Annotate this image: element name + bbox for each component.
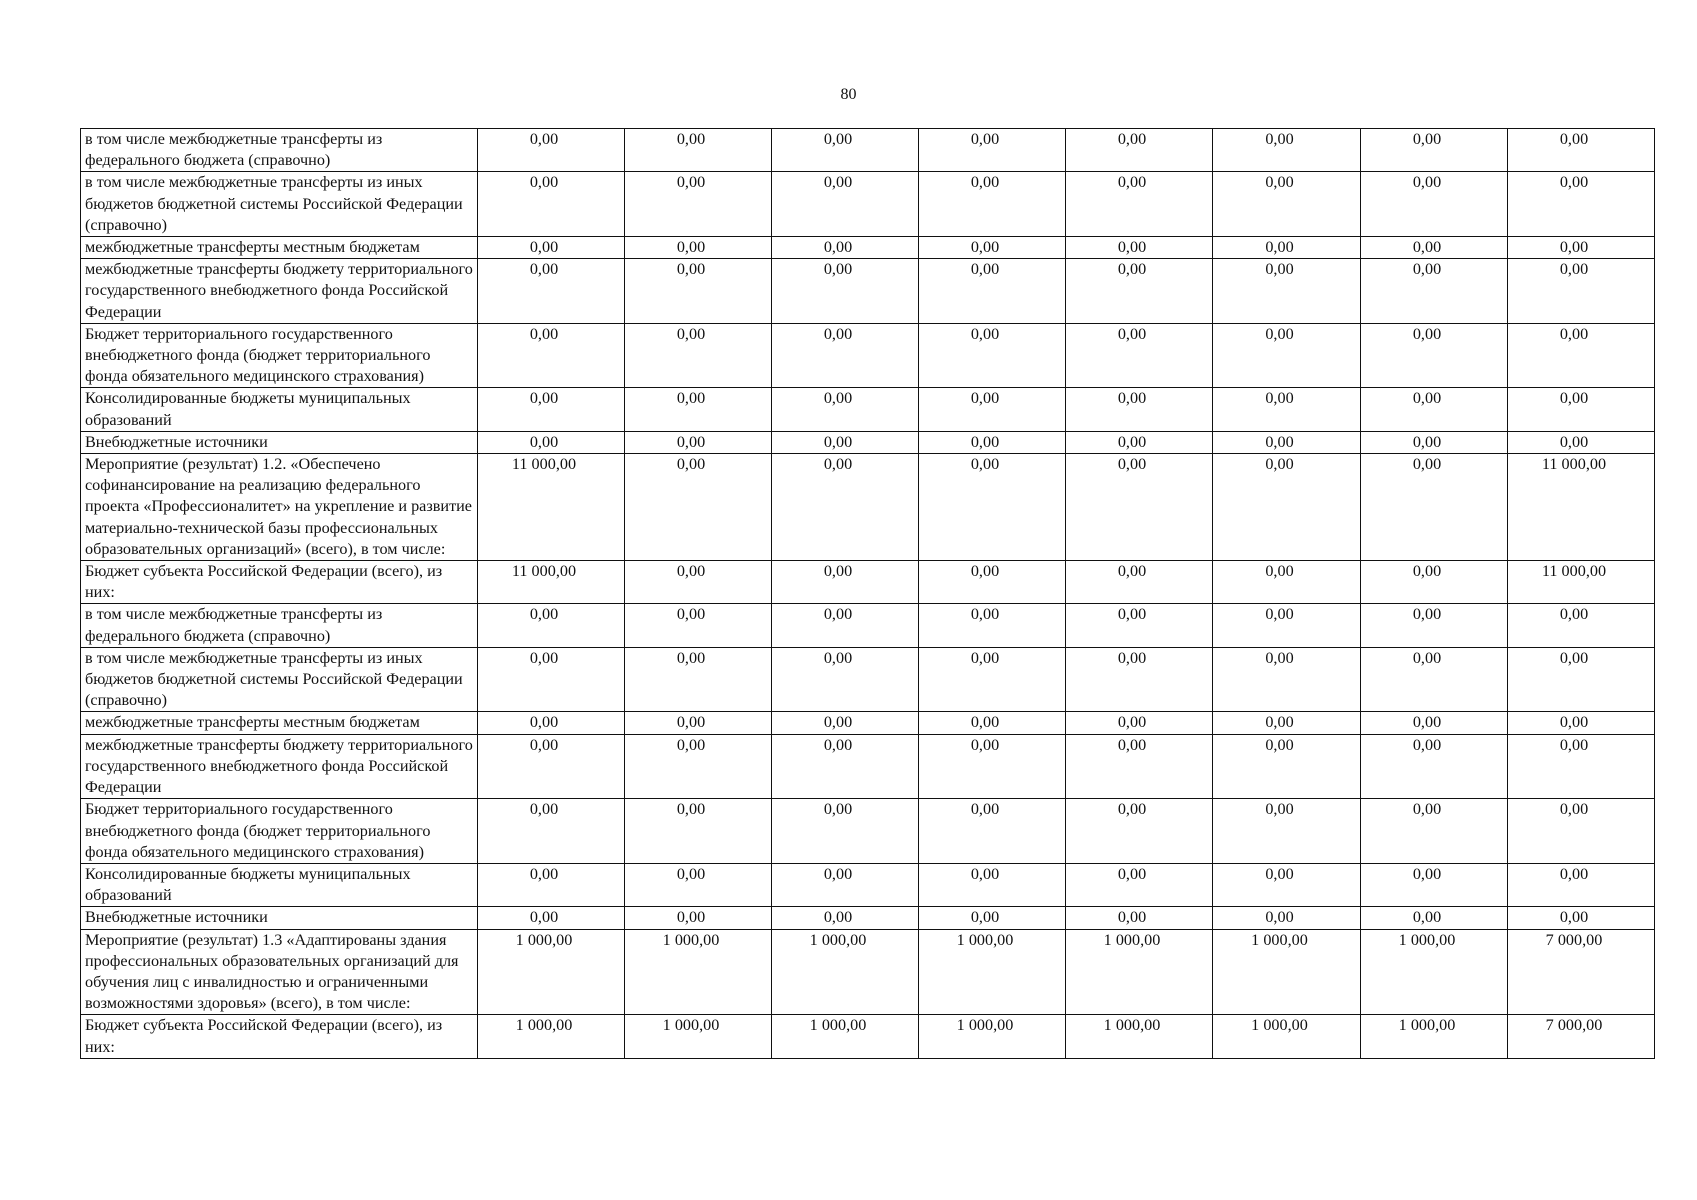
value-cell: 0,00 [1066,561,1213,604]
value-cell: 0,00 [1508,734,1655,799]
value-cell: 0,00 [1361,454,1508,561]
table-row [81,561,1655,604]
value-cell: 1 000,00 [478,929,625,1015]
value-cell: 1 000,00 [1361,929,1508,1015]
value-cell: 0,00 [1361,907,1508,929]
value-cell: 0,00 [919,907,1066,929]
row-label: Бюджет субъекта Российской Федерации (всего), из них: [81,1015,478,1058]
value-cell: 0,00 [1508,863,1655,906]
value-cell: 0,00 [1508,237,1655,259]
value-cell: 0,00 [1066,237,1213,259]
table-row [81,863,1655,906]
value-cell: 0,00 [478,799,625,864]
value-cell: 0,00 [1066,647,1213,712]
value-cell: 0,00 [1213,237,1361,259]
value-cell: 0,00 [1508,604,1655,647]
value-cell: 0,00 [919,647,1066,712]
value-cell: 0,00 [1213,712,1361,734]
value-cell: 0,00 [1066,129,1213,172]
value-cell: 0,00 [625,907,772,929]
value-cell: 0,00 [1066,907,1213,929]
row-label: в том числе межбюджетные трансферты из иных бюджетов бюджетной системы Российской Федерации (справочно) [81,172,478,237]
row-label: Консолидированные бюджеты муниципальных образований [81,388,478,431]
value-cell: 0,00 [1361,604,1508,647]
value-cell: 0,00 [478,323,625,388]
value-cell: 0,00 [1066,799,1213,864]
value-cell: 0,00 [478,734,625,799]
value-cell: 0,00 [478,863,625,906]
table-row [81,259,1655,324]
value-cell: 0,00 [478,647,625,712]
value-cell: 0,00 [625,647,772,712]
value-cell: 0,00 [1066,454,1213,561]
value-cell: 0,00 [478,259,625,324]
value-cell: 0,00 [919,734,1066,799]
value-cell: 0,00 [1361,388,1508,431]
page-number: 80 [840,86,857,103]
value-cell: 0,00 [1508,431,1655,453]
row-label: Бюджет территориального государственного внебюджетного фонда (бюджет территориального фонда обязательного медицинского страхования) [81,799,478,864]
row-label: межбюджетные трансферты бюджету территориального государственного внебюджетного фонда Российской Федерации [81,259,478,324]
value-cell: 0,00 [772,454,919,561]
value-cell: 0,00 [919,259,1066,324]
row-label: в том числе межбюджетные трансферты из иных бюджетов бюджетной системы Российской Федерации (справочно) [81,647,478,712]
value-cell: 0,00 [478,712,625,734]
value-cell: 0,00 [625,388,772,431]
value-cell: 0,00 [1361,712,1508,734]
value-cell: 0,00 [772,907,919,929]
value-cell: 0,00 [772,237,919,259]
row-label: Консолидированные бюджеты муниципальных образований [81,863,478,906]
value-cell: 0,00 [1508,259,1655,324]
table-row [81,604,1655,647]
value-cell: 0,00 [625,454,772,561]
value-cell: 0,00 [1508,323,1655,388]
value-cell: 0,00 [625,799,772,864]
value-cell: 0,00 [625,129,772,172]
row-label: Внебюджетные источники [81,907,478,929]
value-cell: 11 000,00 [478,454,625,561]
value-cell: 0,00 [1066,712,1213,734]
value-cell: 0,00 [1508,712,1655,734]
value-cell: 0,00 [1066,431,1213,453]
table-row [81,431,1655,453]
value-cell: 0,00 [772,734,919,799]
value-cell: 0,00 [919,799,1066,864]
value-cell: 0,00 [1361,863,1508,906]
value-cell: 0,00 [1508,129,1655,172]
value-cell: 0,00 [1361,431,1508,453]
value-cell: 0,00 [1508,907,1655,929]
table-row [81,907,1655,929]
value-cell: 0,00 [1213,172,1361,237]
value-cell: 0,00 [625,561,772,604]
value-cell: 1 000,00 [1213,1015,1361,1058]
table-row [81,323,1655,388]
table-row [81,129,1655,172]
table-row [81,237,1655,259]
value-cell: 0,00 [1361,799,1508,864]
value-cell: 1 000,00 [625,929,772,1015]
value-cell: 0,00 [1066,863,1213,906]
value-cell: 0,00 [1066,172,1213,237]
row-label: в том числе межбюджетные трансферты из федерального бюджета (справочно) [81,604,478,647]
table-row [81,172,1655,237]
value-cell: 0,00 [919,604,1066,647]
value-cell: 0,00 [1066,259,1213,324]
value-cell: 0,00 [1213,323,1361,388]
value-cell: 0,00 [478,129,625,172]
value-cell: 0,00 [1213,604,1361,647]
value-cell: 0,00 [919,712,1066,734]
table-row [81,734,1655,799]
value-cell: 11 000,00 [478,561,625,604]
table-row [81,1015,1655,1058]
value-cell: 1 000,00 [1066,1015,1213,1058]
value-cell: 1 000,00 [919,1015,1066,1058]
table-body [81,129,1655,1059]
value-cell: 0,00 [478,237,625,259]
value-cell: 0,00 [625,431,772,453]
value-cell: 0,00 [772,431,919,453]
value-cell: 0,00 [625,237,772,259]
table-row [81,712,1655,734]
value-cell: 0,00 [1361,259,1508,324]
row-label: межбюджетные трансферты бюджету территориального государственного внебюджетного фонда Российской Федерации [81,734,478,799]
value-cell: 0,00 [772,561,919,604]
value-cell: 0,00 [1361,129,1508,172]
value-cell: 1 000,00 [1361,1015,1508,1058]
value-cell: 0,00 [1213,129,1361,172]
value-cell: 11 000,00 [1508,454,1655,561]
value-cell: 0,00 [919,172,1066,237]
value-cell: 0,00 [1066,604,1213,647]
value-cell: 0,00 [478,431,625,453]
value-cell: 0,00 [772,799,919,864]
value-cell: 0,00 [1508,799,1655,864]
row-label: межбюджетные трансферты местным бюджетам [81,712,478,734]
value-cell: 0,00 [1361,237,1508,259]
value-cell: 1 000,00 [625,1015,772,1058]
row-label: Мероприятие (результат) 1.3 «Адаптированы здания профессиональных образовательных организаций для обучения лиц с инвалидностью и ограниченными возможностями здоровья» (всего), в том числе: [81,929,478,1015]
value-cell: 11 000,00 [1508,561,1655,604]
value-cell: 0,00 [1066,388,1213,431]
value-cell: 0,00 [625,712,772,734]
value-cell: 0,00 [478,907,625,929]
value-cell: 0,00 [1361,323,1508,388]
value-cell: 0,00 [919,561,1066,604]
value-cell: 0,00 [1213,259,1361,324]
value-cell: 1 000,00 [772,929,919,1015]
value-cell: 0,00 [1508,172,1655,237]
value-cell: 0,00 [625,604,772,647]
value-cell: 1 000,00 [478,1015,625,1058]
value-cell: 0,00 [919,388,1066,431]
value-cell: 0,00 [772,388,919,431]
value-cell: 0,00 [1213,454,1361,561]
value-cell: 0,00 [478,604,625,647]
row-label: Внебюджетные источники [81,431,478,453]
value-cell: 0,00 [1213,863,1361,906]
value-cell: 0,00 [919,863,1066,906]
row-label: Бюджет территориального государственного внебюджетного фонда (бюджет территориального фонда обязательного медицинского страхования) [81,323,478,388]
value-cell: 0,00 [919,129,1066,172]
value-cell: 0,00 [1361,172,1508,237]
table-row [81,454,1655,561]
value-cell: 0,00 [625,323,772,388]
value-cell: 0,00 [1213,561,1361,604]
value-cell: 0,00 [1361,561,1508,604]
value-cell: 0,00 [478,172,625,237]
row-label: межбюджетные трансферты местным бюджетам [81,237,478,259]
row-label: Мероприятие (результат) 1.2. «Обеспечено софинансирование на реализацию федерального проекта «Профессионалитет» на укрепление и развитие материально-технической базы профессиональных образовательных организаций» (всего), в том числе: [81,454,478,561]
value-cell: 0,00 [1213,734,1361,799]
value-cell: 0,00 [919,237,1066,259]
value-cell: 0,00 [1066,323,1213,388]
value-cell: 0,00 [625,734,772,799]
value-cell: 0,00 [1066,734,1213,799]
value-cell: 0,00 [1213,647,1361,712]
value-cell: 0,00 [1213,388,1361,431]
value-cell: 0,00 [772,647,919,712]
value-cell: 0,00 [625,863,772,906]
value-cell: 0,00 [1361,647,1508,712]
value-cell: 0,00 [919,454,1066,561]
value-cell: 0,00 [772,172,919,237]
value-cell: 1 000,00 [919,929,1066,1015]
value-cell: 0,00 [772,323,919,388]
value-cell: 0,00 [772,863,919,906]
value-cell: 0,00 [625,172,772,237]
value-cell: 0,00 [1213,907,1361,929]
value-cell: 1 000,00 [1066,929,1213,1015]
value-cell: 0,00 [1508,647,1655,712]
value-cell: 1 000,00 [1213,929,1361,1015]
value-cell: 0,00 [1213,799,1361,864]
value-cell: 0,00 [625,259,772,324]
table-row [81,388,1655,431]
value-cell: 0,00 [478,388,625,431]
value-cell: 0,00 [1361,734,1508,799]
value-cell: 0,00 [1508,388,1655,431]
table-row [81,799,1655,864]
value-cell: 0,00 [772,712,919,734]
budget-table [80,128,1655,1059]
value-cell: 0,00 [772,259,919,324]
row-label: Бюджет субъекта Российской Федерации (всего), из них: [81,561,478,604]
row-label: в том числе межбюджетные трансферты из федерального бюджета (справочно) [81,129,478,172]
value-cell: 7 000,00 [1508,929,1655,1015]
value-cell: 0,00 [919,431,1066,453]
value-cell: 7 000,00 [1508,1015,1655,1058]
table-row [81,647,1655,712]
value-cell: 0,00 [772,604,919,647]
value-cell: 1 000,00 [772,1015,919,1058]
table-row [81,929,1655,1015]
value-cell: 0,00 [1213,431,1361,453]
value-cell: 0,00 [772,129,919,172]
value-cell: 0,00 [919,323,1066,388]
